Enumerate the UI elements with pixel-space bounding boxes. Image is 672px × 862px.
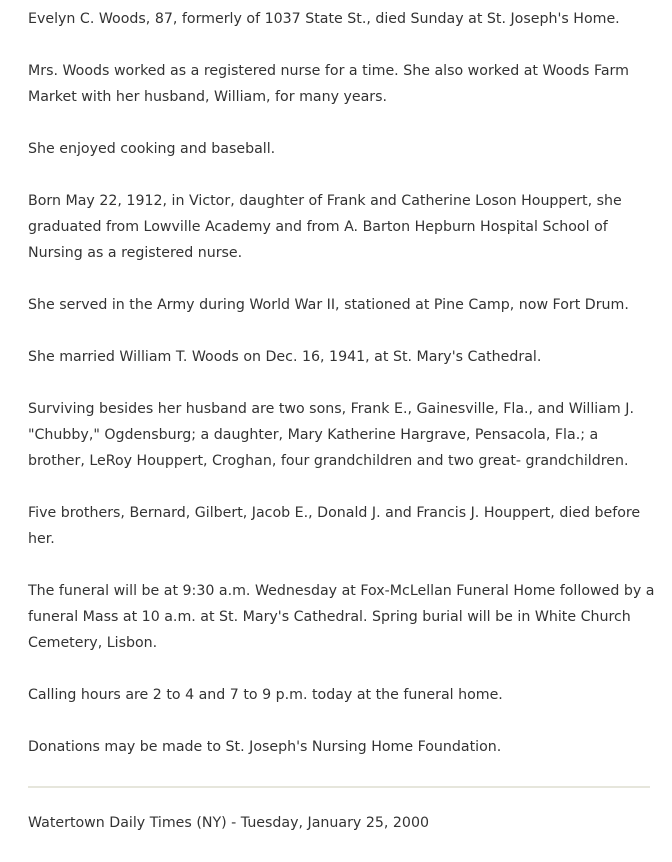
source-divider bbox=[28, 786, 650, 788]
publication-source: Watertown Daily Times (NY) - Tuesday, January 25, 2000 bbox=[28, 815, 430, 831]
obituary-paragraph-interests: She enjoyed cooking and baseball. bbox=[28, 141, 276, 157]
obituary-paragraph-predeceased: Five brothers, Bernard, Gilbert, Jacob E., Donald J. and Francis J. Houppert, died before her. bbox=[28, 505, 641, 547]
obituary-article bbox=[28, 6, 658, 862]
obituary-paragraph-funeral: The funeral will be at 9:30 a.m. Wednesday at Fox-McLellan Funeral Home followed by a funeral Mass at 10 a.m. at St. Mary's Cathedral. Spring burial will be in White Church Cemetery, Lisbon. bbox=[28, 583, 655, 651]
obituary-paragraph-birth-education: Born May 22, 1912, in Victor, daughter of Frank and Catherine Loson Houppert, she graduated from Lowville Academy and from A. Barton Hepburn Hospital School of Nursing as a registered nurse. bbox=[28, 193, 622, 261]
obituary-paragraph-donations: Donations may be made to St. Joseph's Nursing Home Foundation. bbox=[28, 739, 502, 755]
obituary-paragraph-death-notice: Evelyn C. Woods, 87, formerly of 1037 State St., died Sunday at St. Joseph's Home. bbox=[28, 11, 620, 27]
obituary-paragraph-calling-hours: Calling hours are 2 to 4 and 7 to 9 p.m. today at the funeral home. bbox=[28, 687, 503, 703]
obituary-paragraph-marriage: She married William T. Woods on Dec. 16, 1941, at St. Mary's Cathedral. bbox=[28, 349, 542, 365]
obituary-paragraph-military-service: She served in the Army during World War II, stationed at Pine Camp, now Fort Drum. bbox=[28, 297, 629, 313]
obituary-paragraph-survivors: Surviving besides her husband are two sons, Frank E., Gainesville, Fla., and William J. "Chubby," Ogdensburg; a daughter, Mary Katherine Hargrave, Pensacola, Fla.; a brother, LeRoy Houppert, Croghan, four grandchildren and two great- grandchildren. bbox=[28, 401, 634, 469]
obituary-paragraph-career: Mrs. Woods worked as a registered nurse for a time. She also worked at Woods Farm Market with her husband, William, for many years. bbox=[28, 63, 629, 105]
